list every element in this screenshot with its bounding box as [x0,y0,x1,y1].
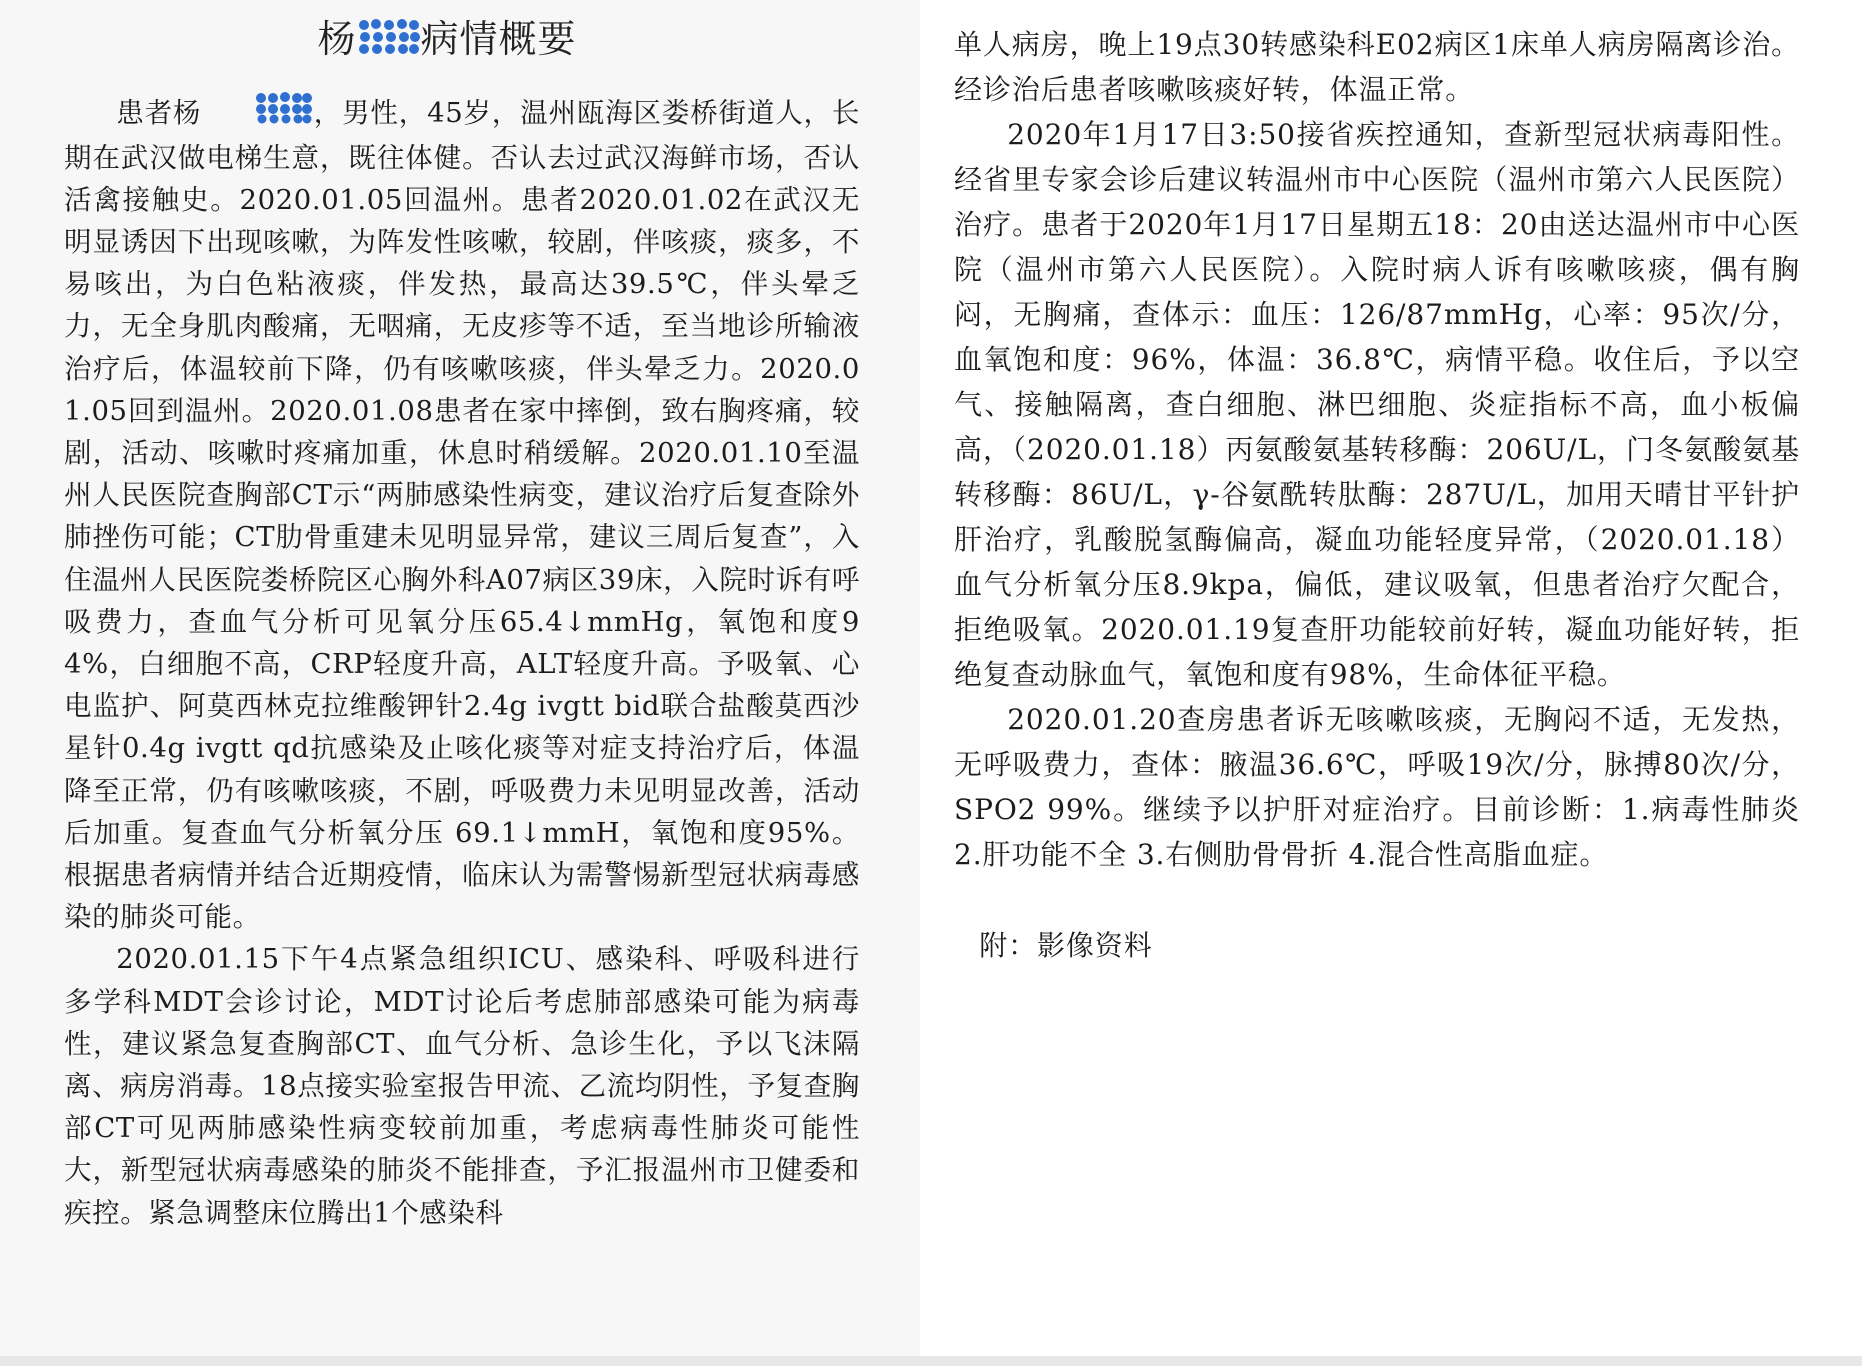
title-prefix: 杨 [317,17,357,61]
document-title [64,10,860,68]
paragraph-isolation: 单人病房，晚上19点30转感染科E02病区1床单人病房隔离诊治。经诊治后患者咳嗽咳痰好转，体温正常。 [954,28,1800,106]
title-suffix: 病情概要 [420,17,577,61]
paragraph-mdt: 2020.01.15下午4点紧急组织ICU、感染科、呼吸科进行多学科MDT会诊讨论，MDT讨论后考虑肺部感染可能为病毒性，建议紧急复查胸部CT、血气分析、急诊生化，予以飞沫隔离、病房消毒。18点接实验室报告甲流、乙流均阴性，予复查胸部CT可见两肺感染性病变较前加重，考虑病毒性肺炎可能性大，新型冠状病毒感染的肺炎不能排查，予汇报温州市卫健委和疾控。紧急调整床位腾出1个感染科 [64,943,860,1229]
redaction-mark-icon [358,13,420,71]
patient-name-prefix: 患者杨 [116,97,202,129]
paragraph-history-text: ，男性，45岁，温州瓯海区娄桥街道人，长期在武汉做电梯生意，既往体健。否认去过武汉海鲜市场，否认活禽接触史。2020.01.05回温州。患者2020.01.02在武汉无明显诱因下出现咳嗽，为阵发性咳嗽，较剧，伴咳痰，痰多，不易咳出，为白色粘液痰，伴发热，最高达39.5℃，伴头晕乏力，无全身肌肉酸痛，无咽痛，无皮疹等不适，至当地诊所输液治疗后，体温较前下降，仍有咳嗽咳痰，伴头晕乏力。2020.01.05回到温州。2020.01.08患者在家中摔倒，致右胸疼痛，较剧，活动、咳嗽时疼痛加重，休息时稍缓解。2020.01.10至温州人民医院查胸部CT示“两肺感染性病变，建议治疗后复查除外肺挫伤可能；CT肋骨重建未见明显异常，建议三周后复查”，入住温州人民医院娄桥院区心胸外科A07病区39床，入院时诉有呼吸费力，查血气分析可见氧分压65.4↓mmHg，氧饱和度94%，白细胞不高，CRP轻度升高，ALT轻度升高。予吸氧、心电监护、阿莫西林克拉维酸钾针2.4g ivgtt bid联合盐酸莫西沙星针0.4g ivgtt qd抗感染及止咳化痰等对症支持治疗后，体温降至正常，仍有咳嗽咳痰，不剧，呼吸费力未见明显改善，活动后加重。复查血气分析氧分压 69.1↓mmH，氧饱和度95%。根据患者病情并结合近期疫情，临床认为需警惕新型冠状病毒感染的肺炎可能。 [64,97,860,934]
paragraph-diagnosis: 2020.01.20查房患者诉无咳嗽咳痰，无胸闷不适，无发热，无呼吸费力，查体：腋温36.6℃，呼吸19次/分，脉搏80次/分，SPO2 99%。继续予以护肝对症治疗。目前诊断：1.病毒性肺炎 2.肝功能不全 3.右侧肋骨骨折 4.混合性高脂血症。 [954,703,1800,871]
left-column [0,0,920,1356]
paragraph-transfer: 2020年1月17日3:50接省疾控通知，查新型冠状病毒阳性。经省里专家会诊后建议转温州市中心医院（温州市第六人民医院）治疗。患者于2020年1月17日星期五18：20由送达温州市中心医院（温州市第六人民医院）。入院时病人诉有咳嗽咳痰，偶有胸闷，无胸痛，查体示：血压：126/87mmHg，心率：95次/分，血氧饱和度：96%，体温：36.8℃，病情平稳。收住后，予以空气、接触隔离，查白细胞、淋巴细胞、炎症指标不高，血小板偏高，（2020.01.18）丙氨酸氨基转移酶：206U/L，门冬氨酸氨基转移酶：86U/L，γ-谷氨酰转肽酶：287U/L，加用天晴甘平针护肝治疗，乳酸脱氢酶偏高，凝血功能轻度异常，（2020.01.18）血气分析氧分压8.9kpa，偏低，建议吸氧，但患者治疗欠配合，拒绝吸氧。2020.01.19复查肝功能较前好转，凝血功能好转，拒绝复查动脉血气，氧饱和度有98%，生命体征平稳。 [954,118,1800,691]
redaction-mark-icon [202,92,312,136]
bottom-edge [0,1356,1862,1366]
right-column [940,0,1840,968]
paragraph-history [64,92,860,938]
appendix-note: 附：影像资料 [979,929,1153,962]
